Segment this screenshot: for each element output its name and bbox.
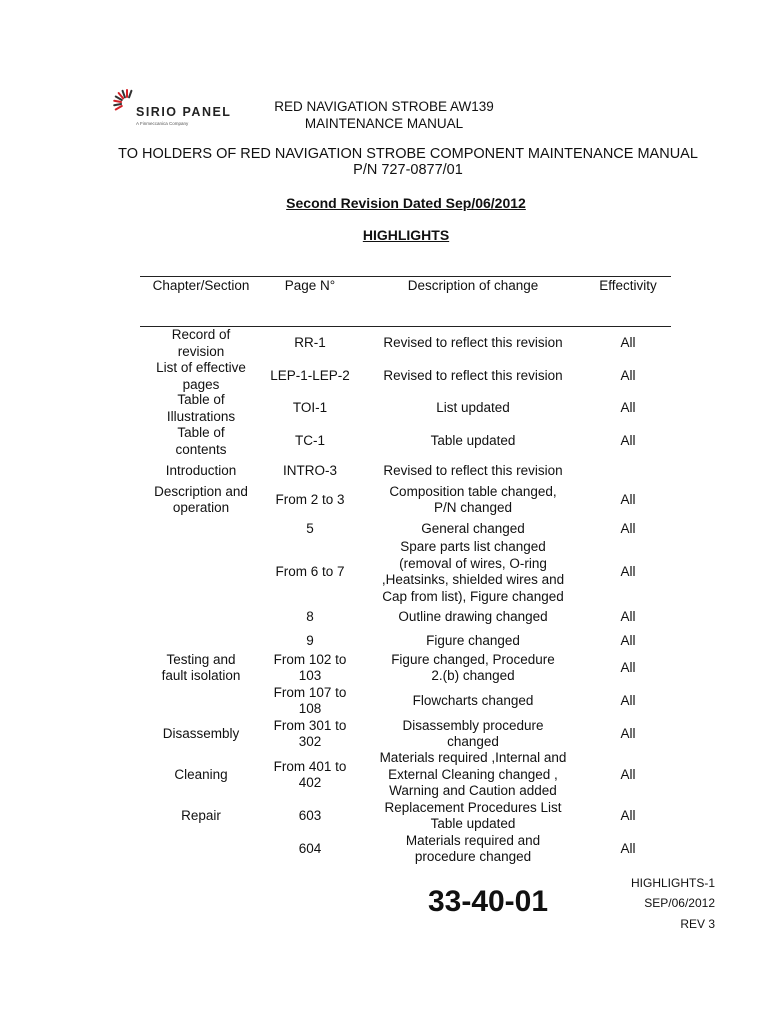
cell-chapter: Record of revision <box>171 327 231 359</box>
cell-effectivity: All <box>620 692 636 708</box>
cell-page: 8 <box>306 608 314 624</box>
highlights-heading: HIGHLIGHTS <box>362 227 450 243</box>
cell-page: From 102 to 103 <box>273 651 347 683</box>
cell-description: Figure changed <box>426 632 520 648</box>
cell-description: General changed <box>421 520 525 536</box>
cell-chapter <box>140 539 262 605</box>
table-top-rule <box>140 276 671 277</box>
footer-page-label: HIGHLIGHTS-1 <box>630 876 715 890</box>
cell-chapter <box>140 519 262 539</box>
cell-effectivity: All <box>620 368 636 384</box>
cell-page: 5 <box>306 520 314 536</box>
footer-date: SEP/06/2012 <box>644 896 715 910</box>
cell-effectivity: All <box>620 766 636 782</box>
cell-chapter: Table of contents <box>175 425 227 457</box>
cell-page: 9 <box>306 632 314 648</box>
cell-page: INTRO-3 <box>283 462 337 478</box>
cell-description: Disassembly procedure changed <box>402 717 544 749</box>
cell-chapter: Cleaning <box>174 766 228 782</box>
column-header-chapter: Chapter/Section <box>152 278 250 293</box>
cell-description: Composition table changed, P/N changed <box>389 483 557 515</box>
cell-chapter <box>140 832 262 866</box>
chapter-code: 33-40-01 <box>427 885 549 918</box>
column-header-page: Page N° <box>284 278 336 293</box>
cell-chapter: Testing and fault isolation <box>161 651 241 683</box>
cell-chapter <box>140 607 262 627</box>
cell-page: LEP-1-LEP-2 <box>270 368 350 384</box>
cell-chapter <box>140 684 262 718</box>
cell-page: From 6 to 7 <box>275 563 345 579</box>
cell-description: Table updated <box>430 433 516 449</box>
cell-page: From 107 to 108 <box>273 684 347 716</box>
cell-page: 603 <box>298 807 322 823</box>
footer-revision: REV 3 <box>680 917 715 931</box>
cell-page: RR-1 <box>294 335 326 351</box>
cell-page: TC-1 <box>295 433 325 449</box>
cell-chapter: Disassembly <box>162 725 240 741</box>
cell-effectivity: All <box>620 608 636 624</box>
cell-effectivity: All <box>620 520 636 536</box>
part-number: P/N 727-0877/01 <box>353 162 463 178</box>
cell-description: List updated <box>436 400 510 416</box>
cell-effectivity: All <box>620 335 636 351</box>
column-header-effectivity: Effectivity <box>599 278 657 293</box>
cell-effectivity: All <box>620 840 636 856</box>
cell-description: Materials required and procedure changed <box>405 832 541 864</box>
cell-chapter: List of effective pages <box>156 360 246 392</box>
cell-effectivity: All <box>620 632 636 648</box>
cell-chapter: Description and operation <box>154 483 248 515</box>
cell-effectivity: All <box>620 400 636 416</box>
column-header-description: Description of change <box>407 278 539 293</box>
cell-description: Outline drawing changed <box>398 608 548 624</box>
cell-page: TOI-1 <box>292 400 328 416</box>
cell-effectivity <box>588 461 668 481</box>
cell-page: From 401 to 402 <box>273 758 347 790</box>
cell-description: Materials required ,Internal and External Cleaning changed , Warning and Caution added <box>379 750 567 799</box>
cell-chapter: Repair <box>181 807 221 823</box>
cell-effectivity: All <box>620 491 636 507</box>
cell-chapter: Introduction <box>165 462 237 478</box>
manual-subtitle: MAINTENANCE MANUAL <box>304 116 464 131</box>
logo-company-name: SIRIO PANEL <box>136 105 232 119</box>
cell-description: Revised to reflect this revision <box>383 462 563 478</box>
cell-description: Flowcharts changed <box>412 692 534 708</box>
cell-page: From 2 to 3 <box>275 491 345 507</box>
cell-description: Replacement Procedures List Table updated <box>384 799 562 831</box>
cell-chapter: Table of Illustrations <box>166 392 236 424</box>
manual-title: RED NAVIGATION STROBE AW139 <box>274 99 494 114</box>
cell-effectivity: All <box>620 807 636 823</box>
revision-heading: Second Revision Dated Sep/06/2012 <box>286 195 526 211</box>
cell-page: 604 <box>298 840 322 856</box>
cell-chapter <box>140 631 262 651</box>
cell-description: Revised to reflect this revision <box>383 368 563 384</box>
cell-effectivity: All <box>620 433 636 449</box>
cell-description: Spare parts list changed (removal of wires, O-ring ,Heatsinks, shielded wires and Cap from list), Figure changed <box>381 539 565 604</box>
cell-effectivity: All <box>620 563 636 579</box>
cell-effectivity: All <box>620 725 636 741</box>
cell-page: From 301 to 302 <box>273 717 347 749</box>
logo-tagline: A Finmeccanica Company <box>136 121 189 126</box>
holders-notice: TO HOLDERS OF RED NAVIGATION STROBE COMPONENT MAINTENANCE MANUAL <box>118 146 698 162</box>
cell-description: Figure changed, Procedure 2.(b) changed <box>391 651 555 683</box>
cell-description: Revised to reflect this revision <box>383 335 563 351</box>
cell-effectivity: All <box>620 659 636 675</box>
